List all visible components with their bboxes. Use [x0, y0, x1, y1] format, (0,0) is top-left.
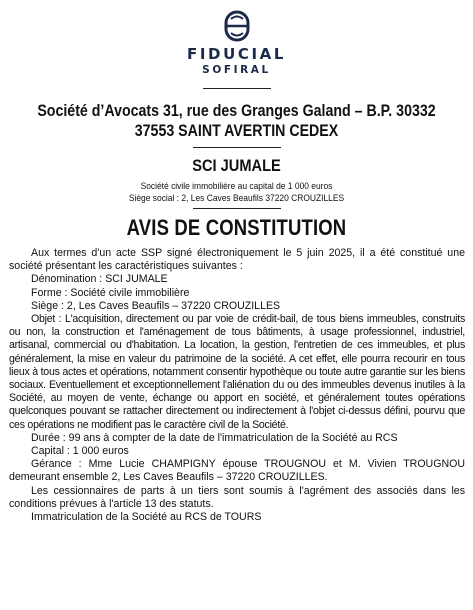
divider [193, 208, 281, 209]
logo-name: FIDUCIAL [186, 45, 286, 63]
firm-address [33, 101, 440, 141]
notice-paragraph: Immatriculation de la Société au RCS de TOURS [31, 511, 262, 524]
company-type-capital: Société civile immobilière au capital de 1 000 euros [140, 180, 333, 191]
notice-paragraph: Objet : L'acquisition, directement ou par voie de crédit-bail, de tous biens immeubles, construits ou non, la construction et l'aménagement de tous bâtiments, à usage professionnel, industriel, artisanal, commercial ou d'habitation. La location, la gestion, l'entretien de ces immeubles, et plus généralement, la mise en valeur du patrimoine de la société. A cet effet, elle pourra recourir en tous lieux à tous actes et opérations, notamment consentir hypothèque ou toute autre garantie sur les biens sociaux. Eventuellement et exceptionnellement l'aliénation du ou des immeubles devenus inutiles à la Société, au moyen de vente, échange ou apport en société, et généralement toutes opérations quelconques pouvant se rattacher directement ou indirectement à l'objet ci-dessus défini, pourvu que ces opérations ne modifient pas le caractère civil de la Société. [9, 313, 465, 431]
divider [203, 88, 271, 89]
notice-paragraph: Durée : 99 ans à compter de la date de l'immatriculation de la Société au RCS [31, 431, 398, 444]
company-seat: Siège social : 2, Les Caves Beaufils 37220 CROUZILLES [128, 191, 345, 203]
firm-address-line2: 37553 SAINT AVERTIN CEDEX [134, 122, 339, 140]
notice-paragraph: Capital : 1 000 euros [31, 445, 129, 458]
fiducial-logo-icon [224, 10, 250, 42]
notice-paragraph: Dénomination : SCI JUMALE [31, 273, 168, 286]
firm-address-line1: Société d’Avocats 31, rue des Granges Galand – B.P. 30332 [37, 102, 436, 120]
fiducial-logo [0, 0, 473, 76]
notice-paragraph: Siège : 2, Les Caves Beaufils – 37220 CROUZILLES [31, 299, 281, 312]
company-meta [24, 180, 450, 203]
notice-paragraph: Forme : Société civile immobilière [31, 286, 190, 299]
divider [193, 147, 281, 148]
notice-body [9, 247, 465, 524]
notice-paragraph: Les cessionnaires de parts à un tiers sont soumis à l'agrément des associés dans les conditions prévues à l'article 13 des statuts. [9, 484, 465, 510]
logo-sub: SOFIRAL [202, 64, 271, 76]
notice-title: AVIS DE CONSTITUTION [126, 215, 347, 240]
notice-paragraph: Gérance : Mme Lucie CHAMPIGNY épouse TROUGNOU et M. Vivien TROUGNOU demeurant ensemble 2, Les Caves Beaufils – 37220 CROUZILLES. [9, 458, 465, 484]
notice-paragraph: Aux termes d'un acte SSP signé électroniquement le 5 juin 2025, il a été constitué une société présentant les caractéristiques suivantes : [9, 247, 465, 273]
company-name: SCI JUMALE [192, 156, 281, 175]
